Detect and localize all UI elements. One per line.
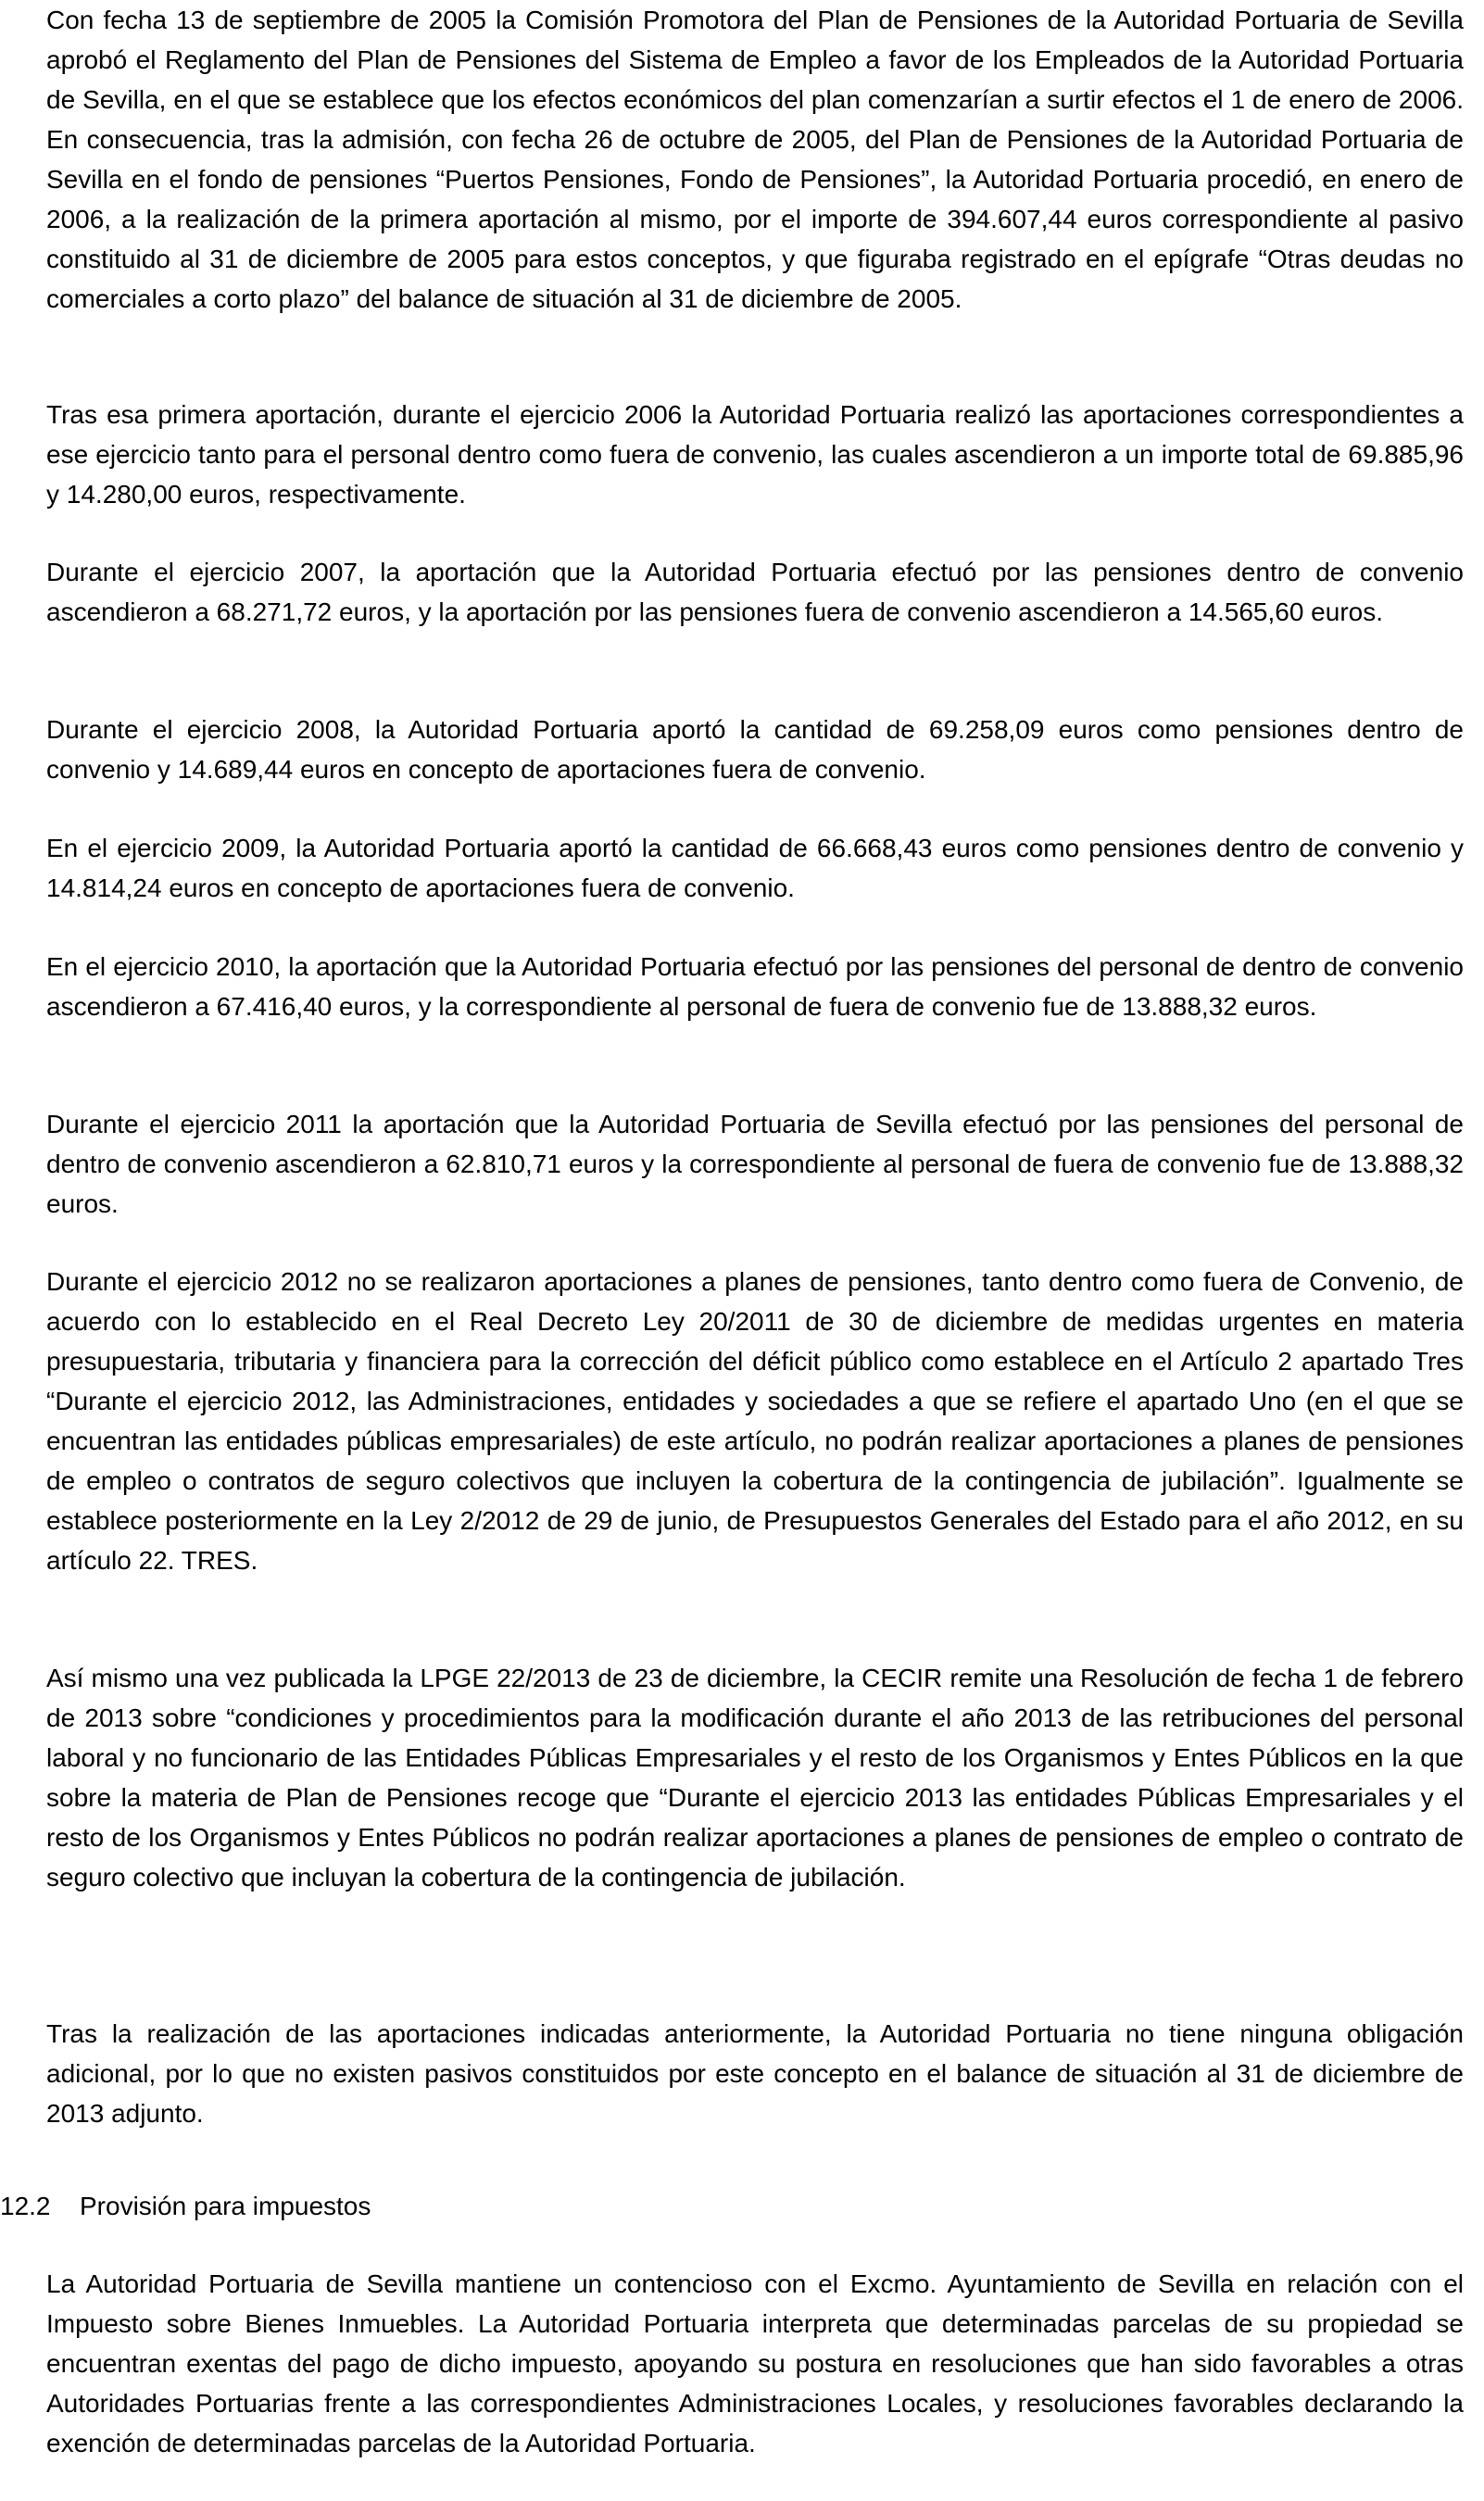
paragraph-plan-pensiones-reglamento: Con fecha 13 de septiembre de 2005 la Comisión Promotora del Plan de Pensiones de la Autoridad Portuaria de Sevilla aprobó el Reglamento del Plan de Pensiones del Sistema de Empleo a favor de los Empleados de la Autoridad Portuaria de Sevilla, en el que se establece que los efectos económicos del plan comenzarían a surtir efectos el 1 de enero de 2006. En consecuencia, tras la admisión, con fecha 26 de octubre de 2005, del Plan de Pensiones de la Autoridad Portuaria de Sevilla en el fondo de pensiones “Puertos Pensiones, Fondo de Pensiones”, la Autoridad Portuaria procedió, en enero de 2006, a la realización de la primera aportación al mismo, por el importe de 394.607,44 euros correspondiente al pasivo constituido al 31 de diciembre de 2005 para estos conceptos, y que figuraba registrado en el epígrafe “Otras deudas no comerciales a corto plazo” del balance de situación al 31 de diciembre de 2005. [46,6,1464,313]
paragraph-aportaciones-2012: Durante el ejercicio 2012 no se realizaron aportaciones a planes de pensiones, tanto dentro como fuera de Convenio, de acuerdo con lo establecido en el Real Decreto Ley 20/2011 de 30 de diciembre de medidas urgentes en materia presupuestaria, tributaria y financiera para la corrección del déficit público como establece en el Artículo 2 apartado Tres “Durante el ejercicio 2012, las Administraciones, entidades y sociedades a que se refiere el apartado Uno (en el que se encuentran las entidades públicas empresariales) de este artículo, no podrán realizar aportaciones a planes de pensiones de empleo o contratos de seguro colectivos que incluyen la cobertura de la contingencia de jubilación”. Igualmente se establece posteriormente en la Ley 2/2012 de 29 de junio, de Presupuestos Generales del Estado para el año 2012, en su artículo 22. TRES. [46,1267,1464,1575]
section-heading [0,2186,371,2226]
paragraph-aportaciones-2008: Durante el ejercicio 2008, la Autoridad Portuaria aportó la cantidad de 69.258,09 euros como pensiones dentro de convenio y 14.689,44 euros en concepto de aportaciones fuera de convenio. [46,715,1464,784]
paragraph-aportaciones-2009: En el ejercicio 2009, la Autoridad Portuaria aportó la cantidad de 66.668,43 euros como pensiones dentro de convenio y 14.814,24 euros en concepto de aportaciones fuera de convenio. [46,834,1464,902]
section-number: 12.2 [0,2192,51,2220]
paragraph-aportaciones-2011: Durante el ejercicio 2011 la aportación que la Autoridad Portuaria de Sevilla efectuó por las pensiones del personal de dentro de convenio ascendieron a 62.810,71 euros y la correspondiente al personal de fuera de convenio fue de 13.888,32 euros. [46,1110,1464,1218]
section-title: Provisión para impuestos [80,2192,371,2220]
paragraph-aportaciones-2007: Durante el ejercicio 2007, la aportación que la Autoridad Portuaria efectuó por las pensiones dentro de convenio ascendieron a 68.271,72 euros, y la aportación por las pensiones fuera de convenio ascendieron a 14.565,60 euros. [46,558,1464,626]
paragraph-provision-impuestos: La Autoridad Portuaria de Sevilla mantiene un contencioso con el Excmo. Ayuntamiento de Sevilla en relación con el Impuesto sobre Bienes Inmuebles. La Autoridad Portuaria interpreta que determinadas parcelas de su propiedad se encuentran exentas del pago de dicho impuesto, apoyando su postura en resoluciones que han sido favorables a otras Autoridades Portuarias frente a las correspondientes Administraciones Locales, y resoluciones favorables declarando la exención de determinadas parcelas de la Autoridad Portuaria. [46,2269,1464,2457]
paragraph-aportaciones-2006: Tras esa primera aportación, durante el ejercicio 2006 la Autoridad Portuaria realizó las aportaciones correspondientes a ese ejercicio tanto para el personal dentro como fuera de convenio, las cuales ascendieron a un importe total de 69.885,96 y 14.280,00 euros, respectivamente. [46,400,1464,509]
paragraph-cecir-resolucion-2013: Así mismo una vez publicada la LPGE 22/2013 de 23 de diciembre, la CECIR remite una Resolución de fecha 1 de febrero de 2013 sobre “condiciones y procedimientos para la modificación durante el año 2013 de las retribuciones del personal laboral y no funcionario de las Entidades Públicas Empresariales y el resto de los Organismos y Entes Públicos en la que sobre la materia de Plan de Pensiones recoge que “Durante el ejercicio 2013 las entidades Públicas Empresariales y el resto de los Organismos y Entes Públicos no podrán realizar aportaciones a planes de pensiones de empleo o contrato de seguro colectivo que incluyan la cobertura de la contingencia de jubilación. [46,1664,1464,1891]
paragraph-conclusion-pasivos: Tras la realización de las aportaciones indicadas anteriormente, la Autoridad Portuaria no tiene ninguna obligación adicional, por lo que no existen pasivos constituidos por este concepto en el balance de situación al 31 de diciembre de 2013 adjunto. [46,2019,1464,2128]
paragraph-aportaciones-2010: En el ejercicio 2010, la aportación que la Autoridad Portuaria efectuó por las pensiones del personal de dentro de convenio ascendieron a 67.416,40 euros, y la correspondiente al personal de fuera de convenio fue de 13.888,32 euros. [46,952,1464,1021]
